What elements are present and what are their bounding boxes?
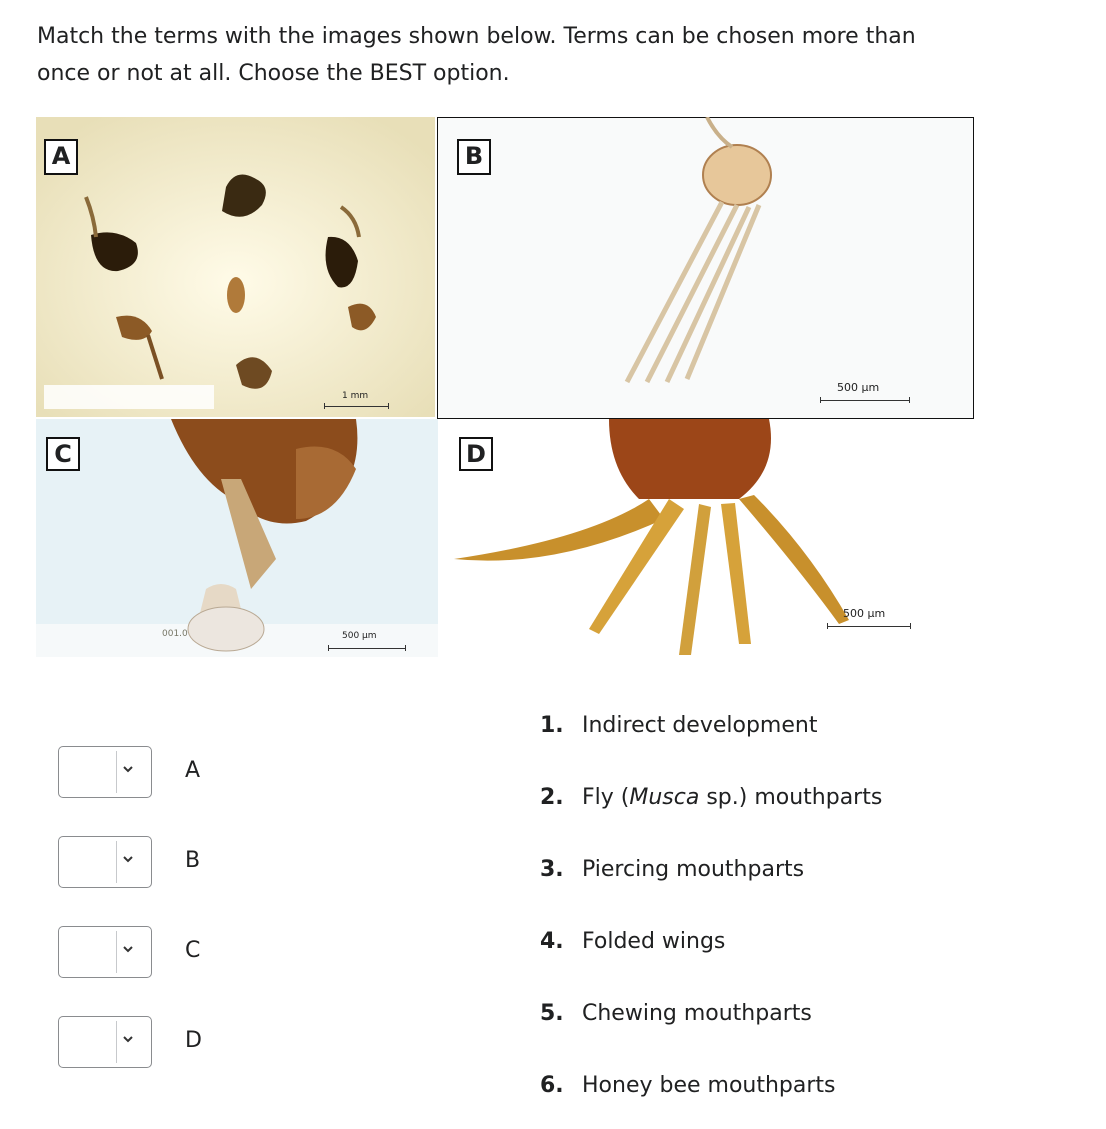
- choice-text: Indirect development: [582, 713, 818, 738]
- panel-a-label: A: [44, 139, 78, 175]
- match-row-label-a: A: [185, 758, 201, 783]
- image-panel-a: [36, 117, 435, 417]
- select-divider: [116, 1021, 117, 1063]
- mouthparts-figure: [36, 117, 975, 657]
- answer-select-d[interactable]: [58, 1016, 152, 1068]
- choice-text: Chewing mouthparts: [582, 1001, 812, 1026]
- answer-select-b[interactable]: [58, 836, 152, 888]
- instructions-line-2: once or not at all. Choose the BEST option.: [37, 61, 510, 86]
- panel-b-label: B: [457, 139, 491, 175]
- panel-b-scale-text: 500 µm: [837, 381, 880, 394]
- select-divider: [116, 841, 117, 883]
- answer-select-c[interactable]: [58, 926, 152, 978]
- panel-a-scale-bar: [324, 403, 389, 409]
- question-instructions: [37, 18, 997, 92]
- choice-number: 6.: [540, 1073, 564, 1098]
- choice-text-italic: Musca: [629, 785, 700, 810]
- panel-c-scale-bar: [328, 645, 406, 651]
- panel-c-label: C: [46, 437, 80, 471]
- chevron-down-icon: [121, 762, 135, 776]
- choice-text: Folded wings: [582, 929, 726, 954]
- match-row-label-c: C: [185, 938, 201, 963]
- panel-d-label: D: [459, 437, 493, 471]
- panel-d-micrograph: [439, 419, 975, 657]
- panel-d-scale-text: 500 µm: [843, 607, 886, 620]
- choice-item-2: [540, 785, 882, 810]
- image-panel-b: [437, 117, 974, 419]
- choice-text-post: sp.) mouthparts: [699, 785, 883, 810]
- select-divider: [116, 751, 117, 793]
- instructions-line-1: Match the terms with the images shown below. Terms can be chosen more than: [37, 24, 916, 49]
- choice-item-6: [540, 1073, 836, 1098]
- image-panel-d: [439, 419, 975, 657]
- panel-c-scale-text: 500 µm: [342, 631, 377, 641]
- choice-number: 2.: [540, 785, 564, 810]
- choice-number: 1.: [540, 713, 564, 738]
- panel-c-image-tag: 001.0: [162, 629, 188, 639]
- choice-item-1: [540, 713, 817, 738]
- chevron-down-icon: [121, 942, 135, 956]
- panel-d-scale-bar: [827, 623, 911, 629]
- panel-a-scale-text: 1 mm: [342, 391, 369, 401]
- choice-text: Piercing mouthparts: [582, 857, 805, 882]
- chevron-down-icon: [121, 1032, 135, 1046]
- panel-c-micrograph: [36, 419, 438, 657]
- choice-item-4: [540, 929, 725, 954]
- match-row-label-b: B: [185, 848, 201, 873]
- panel-a-micrograph: [36, 117, 435, 417]
- choice-item-3: [540, 857, 804, 882]
- select-divider: [116, 931, 117, 973]
- panel-b-scale-bar: [820, 397, 910, 403]
- choice-text: Honey bee mouthparts: [582, 1073, 836, 1098]
- answer-select-a[interactable]: [58, 746, 152, 798]
- image-panel-c: [36, 419, 438, 657]
- chevron-down-icon: [121, 852, 135, 866]
- panel-b-micrograph: [437, 117, 974, 419]
- choice-text-pre: Fly (: [582, 785, 630, 810]
- choice-item-5: [540, 1001, 812, 1026]
- choice-number: 5.: [540, 1001, 564, 1026]
- match-row-label-d: D: [185, 1028, 202, 1053]
- choice-number: 4.: [540, 929, 564, 954]
- choice-number: 3.: [540, 857, 564, 882]
